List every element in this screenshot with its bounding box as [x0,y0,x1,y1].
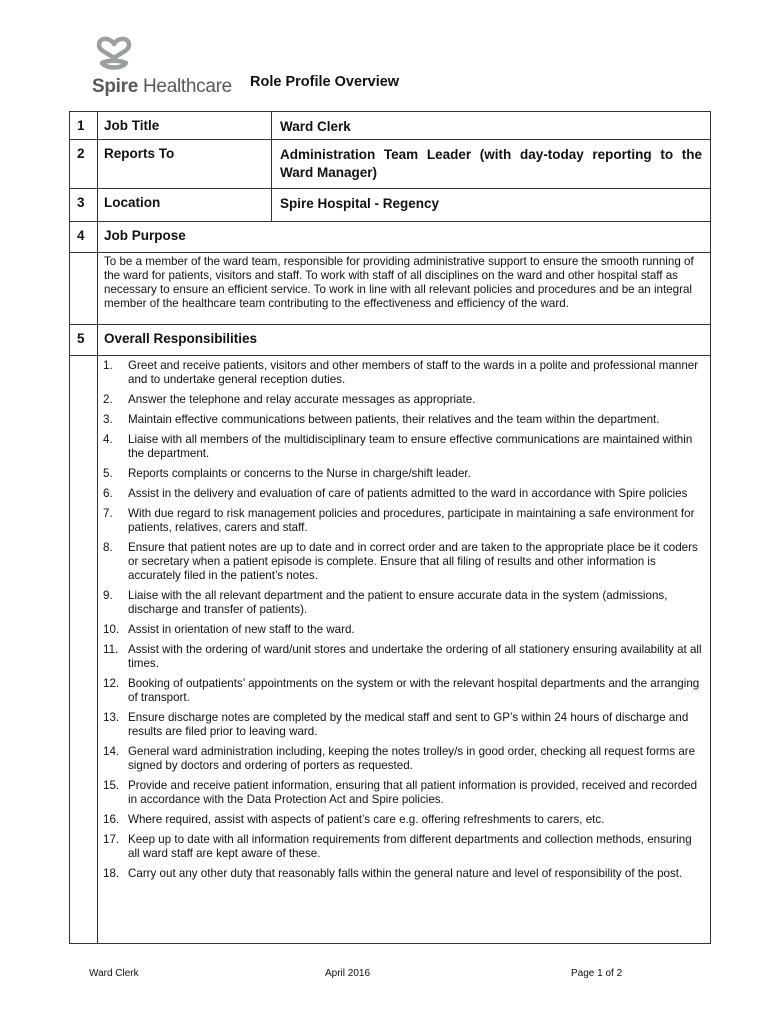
item-number: 6. [103,487,113,500]
document-title: Role Profile Overview [250,74,400,90]
responsibilities-list [98,356,710,881]
item-text: Booking of outpatients’ appointments on the system or with the relevant hospital departments and the arranging of transport. [128,677,700,704]
item-text: General ward administration including, keeping the notes trolley/s in good order, checking all request forms are signed by doctors and ordering of porters as requested. [128,745,696,772]
responsibility-item [103,833,702,861]
item-text: Answer the telephone and relay accurate messages as appropriate. [128,393,476,406]
responsibilities-cell [98,356,711,944]
footer-role: Ward Clerk [89,968,139,979]
item-text: Greet and receive patients, visitors and other members of staff to the wards in a polite and professional manner and to undertake general reception duties. [128,359,699,386]
item-number: 2. [103,393,113,406]
row-job-purpose-text [70,253,711,325]
row-label: Overall Responsibilities [98,325,711,356]
responsibility-item [103,487,702,501]
row-location [70,189,711,222]
item-text: Liaise with all members of the multidisciplinary team to ensure effective communications are maintained within the department. [128,433,693,460]
item-number: 18. [103,867,120,880]
responsibility-item [103,867,702,881]
row-label: Reports To [98,140,272,189]
item-text: Keep up to date with all information requirements from different departments and collection methods, ensuring all ward staff are kept aware of these. [128,833,692,860]
row-number: 5 [70,325,98,356]
item-text: Ensure that patient notes are up to date and in correct order and are taken to the appropriate place be it coders or secretary when a patient episode is complete. Ensure that all filing of results and other information is accurately filed in the patient’s notes. [128,541,698,582]
row-responsibilities-list [70,356,711,944]
item-text: Where required, assist with aspects of patient’s care e.g. offering refreshments to carers, etc. [128,813,605,826]
brand-name: Spire Healthcare [92,76,232,97]
job-purpose-text: To be a member of the ward team, responsible for providing administrative support to ensure the smooth running of the ward for patients, visitors and staff. To work with staff of all disciplines on the ward and other hospital staff as necessary to ensure an efficient service. To work in line with all relevant policies and procedures and be an integral member of the healthcare team contributing to the effectiveness and efficiency of the ward. [98,253,711,325]
item-number: 4. [103,433,113,446]
responsibility-item [103,677,702,705]
item-text: Carry out any other duty that reasonably falls within the general nature and level of responsibility of the post. [128,867,683,880]
spire-heart-logo-icon [94,36,134,74]
row-label: Job Purpose [98,222,711,253]
row-job-title [70,112,711,140]
responsibility-item [103,623,702,637]
row-value: Administration Team Leader (with day-today reporting to the Ward Manager) [272,140,711,189]
row-label: Job Title [98,112,272,140]
item-text: Maintain effective communications between patients, their relatives and the team within the department. [128,413,660,426]
item-number: 16. [103,813,120,826]
item-text: Assist with the ordering of ward/unit stores and undertake the ordering of all stationery ensuring availability at all times. [128,643,702,670]
row-job-purpose-heading [70,222,711,253]
responsibility-item [103,433,702,461]
responsibility-item [103,507,702,535]
responsibility-item [103,413,702,427]
item-number: 15. [103,779,120,792]
footer-date: April 2016 [325,968,371,979]
item-number: 13. [103,711,120,724]
row-number: 3 [70,189,98,222]
responsibility-item [103,589,702,617]
item-text: Assist in orientation of new staff to the ward. [128,623,355,636]
item-text: Provide and receive patient information, ensuring that all patient information is provided, received and recorded in accordance with the Data Protection Act and Spire policies. [128,779,698,806]
responsibility-item [103,813,702,827]
item-number: 12. [103,677,120,690]
row-value: Spire Hospital - Regency [272,189,711,222]
item-number: 5. [103,467,113,480]
item-text: Ensure discharge notes are completed by the medical staff and sent to GP’s within 24 hours of discharge and results are filed prior to leaving ward. [128,711,689,738]
responsibility-item [103,643,702,671]
item-number: 10. [103,623,120,636]
item-text: Assist in the delivery and evaluation of care of patients admitted to the ward in accordance with Spire policies [128,487,688,500]
item-text: With due regard to risk management policies and procedures, participate in maintaining a safe environment for patients, relatives, carers and staff. [128,507,695,534]
item-number: 9. [103,589,113,602]
item-number: 1. [103,359,113,372]
row-responsibilities-heading [70,325,711,356]
footer-page-number: Page 1 of 2 [571,968,623,979]
item-number: 17. [103,833,120,846]
row-value: Ward Clerk [272,112,711,140]
responsibility-item [103,359,702,387]
responsibility-item [103,541,702,583]
responsibility-item [103,745,702,773]
row-reports-to [70,140,711,189]
responsibility-item [103,711,702,739]
item-number: 11. [103,643,119,656]
row-number: 2 [70,140,98,189]
item-number: 14. [103,745,120,758]
responsibility-item [103,779,702,807]
spire-healthcare-logo [92,36,232,98]
responsibility-item [103,467,702,481]
responsibility-item [103,393,702,407]
role-profile-table [69,111,711,944]
item-text: Reports complaints or concerns to the Nurse in charge/shift leader. [128,467,471,480]
item-number: 8. [103,541,113,554]
row-number: 4 [70,222,98,253]
item-number: 3. [103,413,113,426]
item-text: Liaise with the all relevant department and the patient to ensure accurate data in the system (admissions, discharge and transfer of patients). [128,589,668,616]
item-number: 7. [103,507,113,520]
row-label: Location [98,189,272,222]
row-number: 1 [70,112,98,140]
